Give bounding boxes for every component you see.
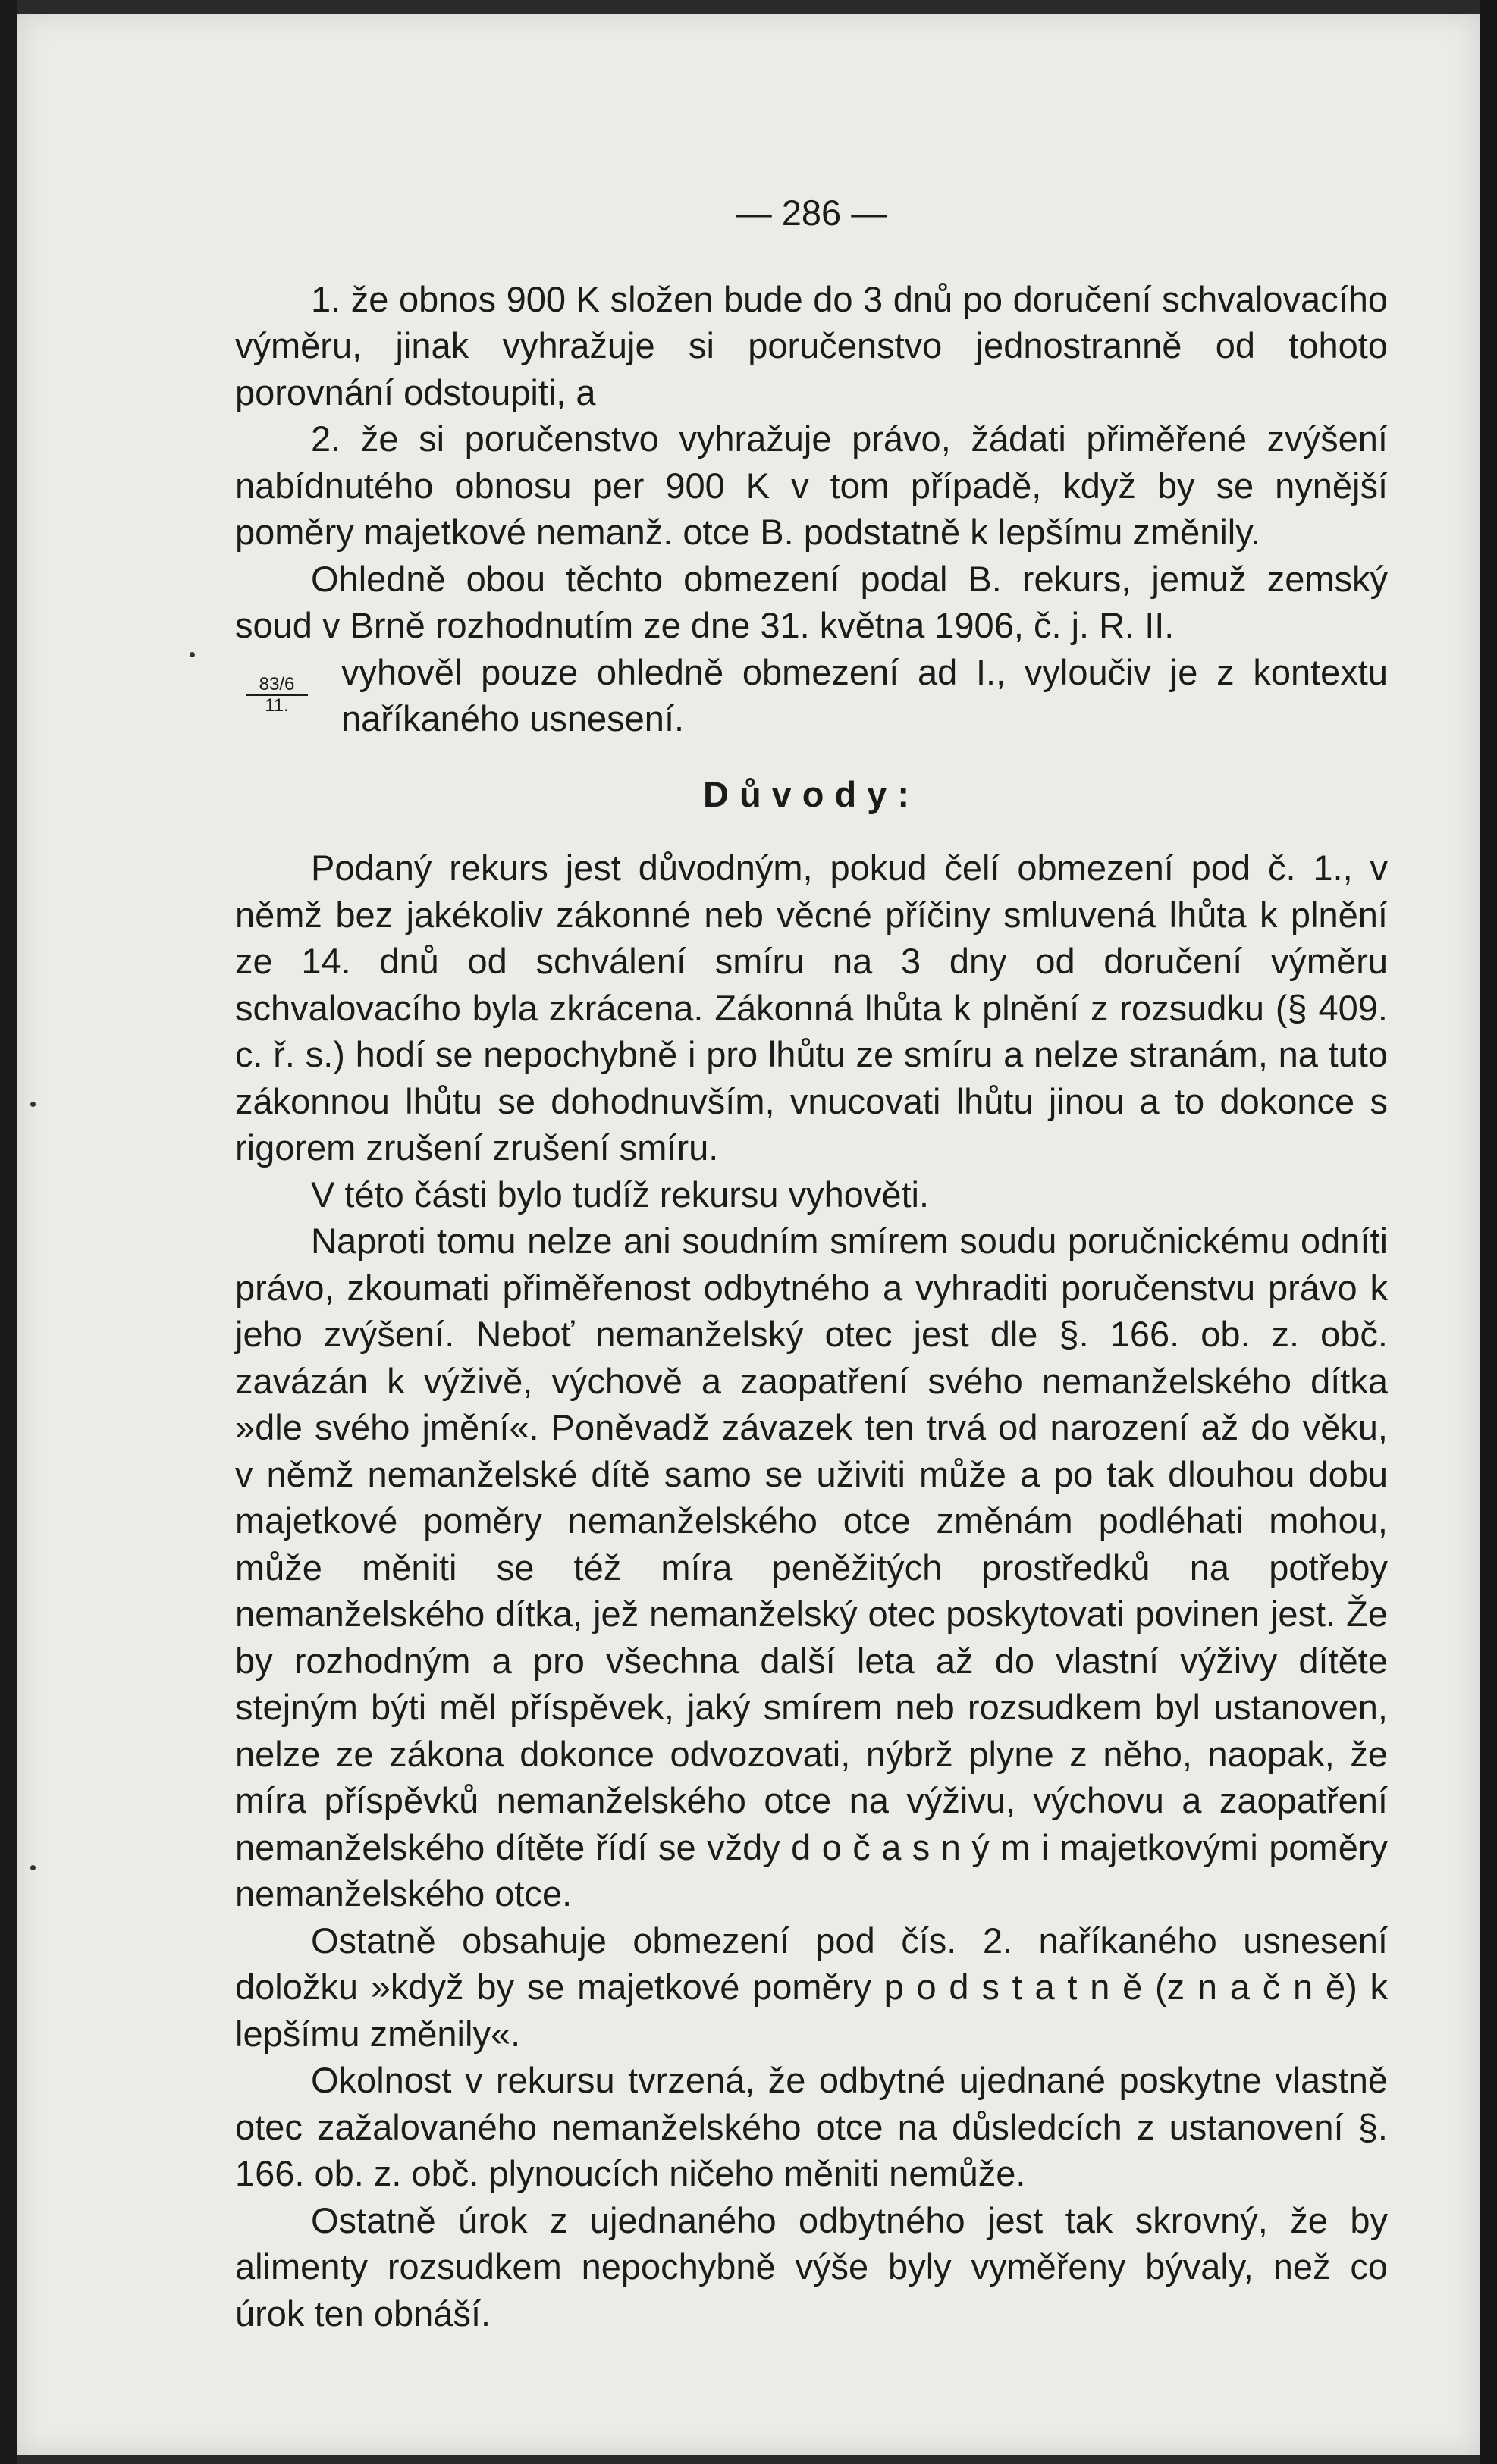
body-paragraph-5: Okolnost v rekursu tvrzená, že odbytné ujednané poskytne vlastně otec zažalovaného nemanželského otce na důsledcích z ustanovení §. 166. ob. z. obč. plynoucích ničeho měniti nemůže.	[235, 2060, 1388, 2193]
reference-row	[235, 649, 1388, 742]
page-number	[235, 190, 1388, 237]
body-paragraph-3: Naproti tomu nelze ani soudním smírem soudu poručnickému odníti právo, zkoumati přiměřenost odbytného a vyhraditi poručenstvu právo k jeho zvýšení. Neboť nemanželský otec jest dle §. 166. ob. z. obč. zavázán k výživě, výchově a zaopatření svého nemanželského dítka »dle svého jmění«. Poněvadž závazek ten trvá od narození až do věku, v němž nemanželské dítě samo se uživiti může a po tak dlouhou dobu majetkové poměry nemanželského otce změnám podléhati mohou, může měniti se též míra peněžitých prostředků na potřeby nemanželského dítka, jež nemanželský otec poskytovati povinen jest. Že by rozhodným a pro všechna další leta až do vlastní výživy dítěte stejným býti měl příspěvek, jaký smírem neb rozsudkem byl ustanoven, nelze ze zákona dokonce odvozovati, nýbrž plyne z něho, naopak, že míra příspěvků nemanželského otce na výživu, výchovu a zaopatření nemanželského dítěte řídí se vždy d o č a s n ý m i majetkovými poměry nemanželského otce.	[235, 1221, 1388, 1914]
reference-fraction	[235, 675, 319, 716]
body-paragraph-6: Ostatně úrok z ujednaného odbytného jest tak skrovný, že by alimenty rozsudkem nepochybně výše byly vyměřeny bývaly, než co úrok ten obnáší.	[235, 2199, 1388, 2334]
paragraph-2: 2. že si poručenstvo vyhražuje právo, žádati přiměřené zvýšení nabídnutého obnosu per 900 K v tom případě, když by se nynější poměry majetkové nemanž. otce B. podstatně k lepšímu změnily.	[235, 419, 1388, 552]
margin-dot	[30, 1865, 36, 1870]
fraction-numerator: 83/6	[246, 675, 309, 696]
paragraph-3-continuation: vyhověl pouze ohledně obmezení ad I., vyloučiv je z kontextu naříkaného usnesení.	[341, 651, 1388, 738]
margin-dot	[30, 1102, 36, 1107]
page-number-text: — 286 —	[736, 193, 887, 233]
fraction-denominator: 11.	[265, 695, 289, 716]
body-paragraph-4: Ostatně obsahuje obmezení pod čís. 2. naříkaného usnesení doložku »když by se majetkové poměry p o d s t a t n ě (z n a č n ě) k lepšímu změnily«.	[235, 1920, 1388, 2054]
body-paragraph-2: V této části bylo tudíž rekursu vyhověti.	[311, 1174, 930, 1215]
section-heading: Důvody:	[703, 773, 920, 814]
paragraph-3: Ohledně obou těchto obmezení podal B. rekurs, jemuž zemský soud v Brně rozhodnutím ze dne 31. května 1906, č. j. R. II.	[235, 558, 1388, 645]
scan-right-edge	[1480, 0, 1497, 2464]
body-paragraph-1: Podaný rekurs jest důvodným, pokud čelí obmezení pod č. 1., v němž bez jakékoliv zákonné neb věcné příčiny smluvená lhůta k plnění ze 14. dnů od schválení smíru na 3 dny od doručení výměru schvalovacího byla zkrácena. Zákonná lhůta k plnění z rozsudku (§ 409. c. ř. s.) hodí se nepochybně i pro lhůtu ze smíru a nelze stranám, na tuto zákonnou lhůtu se dohodnuvším, vnucovati lhůtu jinou a to dokonce s rigorem zrušení zrušení smíru.	[235, 848, 1388, 1168]
document-text	[235, 190, 1388, 2337]
paragraph-1: 1. že obnos 900 K složen bude do 3 dnů po doručení schvalovacího výměru, jinak vyhražuje si poručenstvo jednostranně od tohoto porovnání odstoupiti, a	[235, 278, 1388, 412]
scan-left-edge	[0, 0, 17, 2464]
margin-dot	[190, 652, 195, 657]
